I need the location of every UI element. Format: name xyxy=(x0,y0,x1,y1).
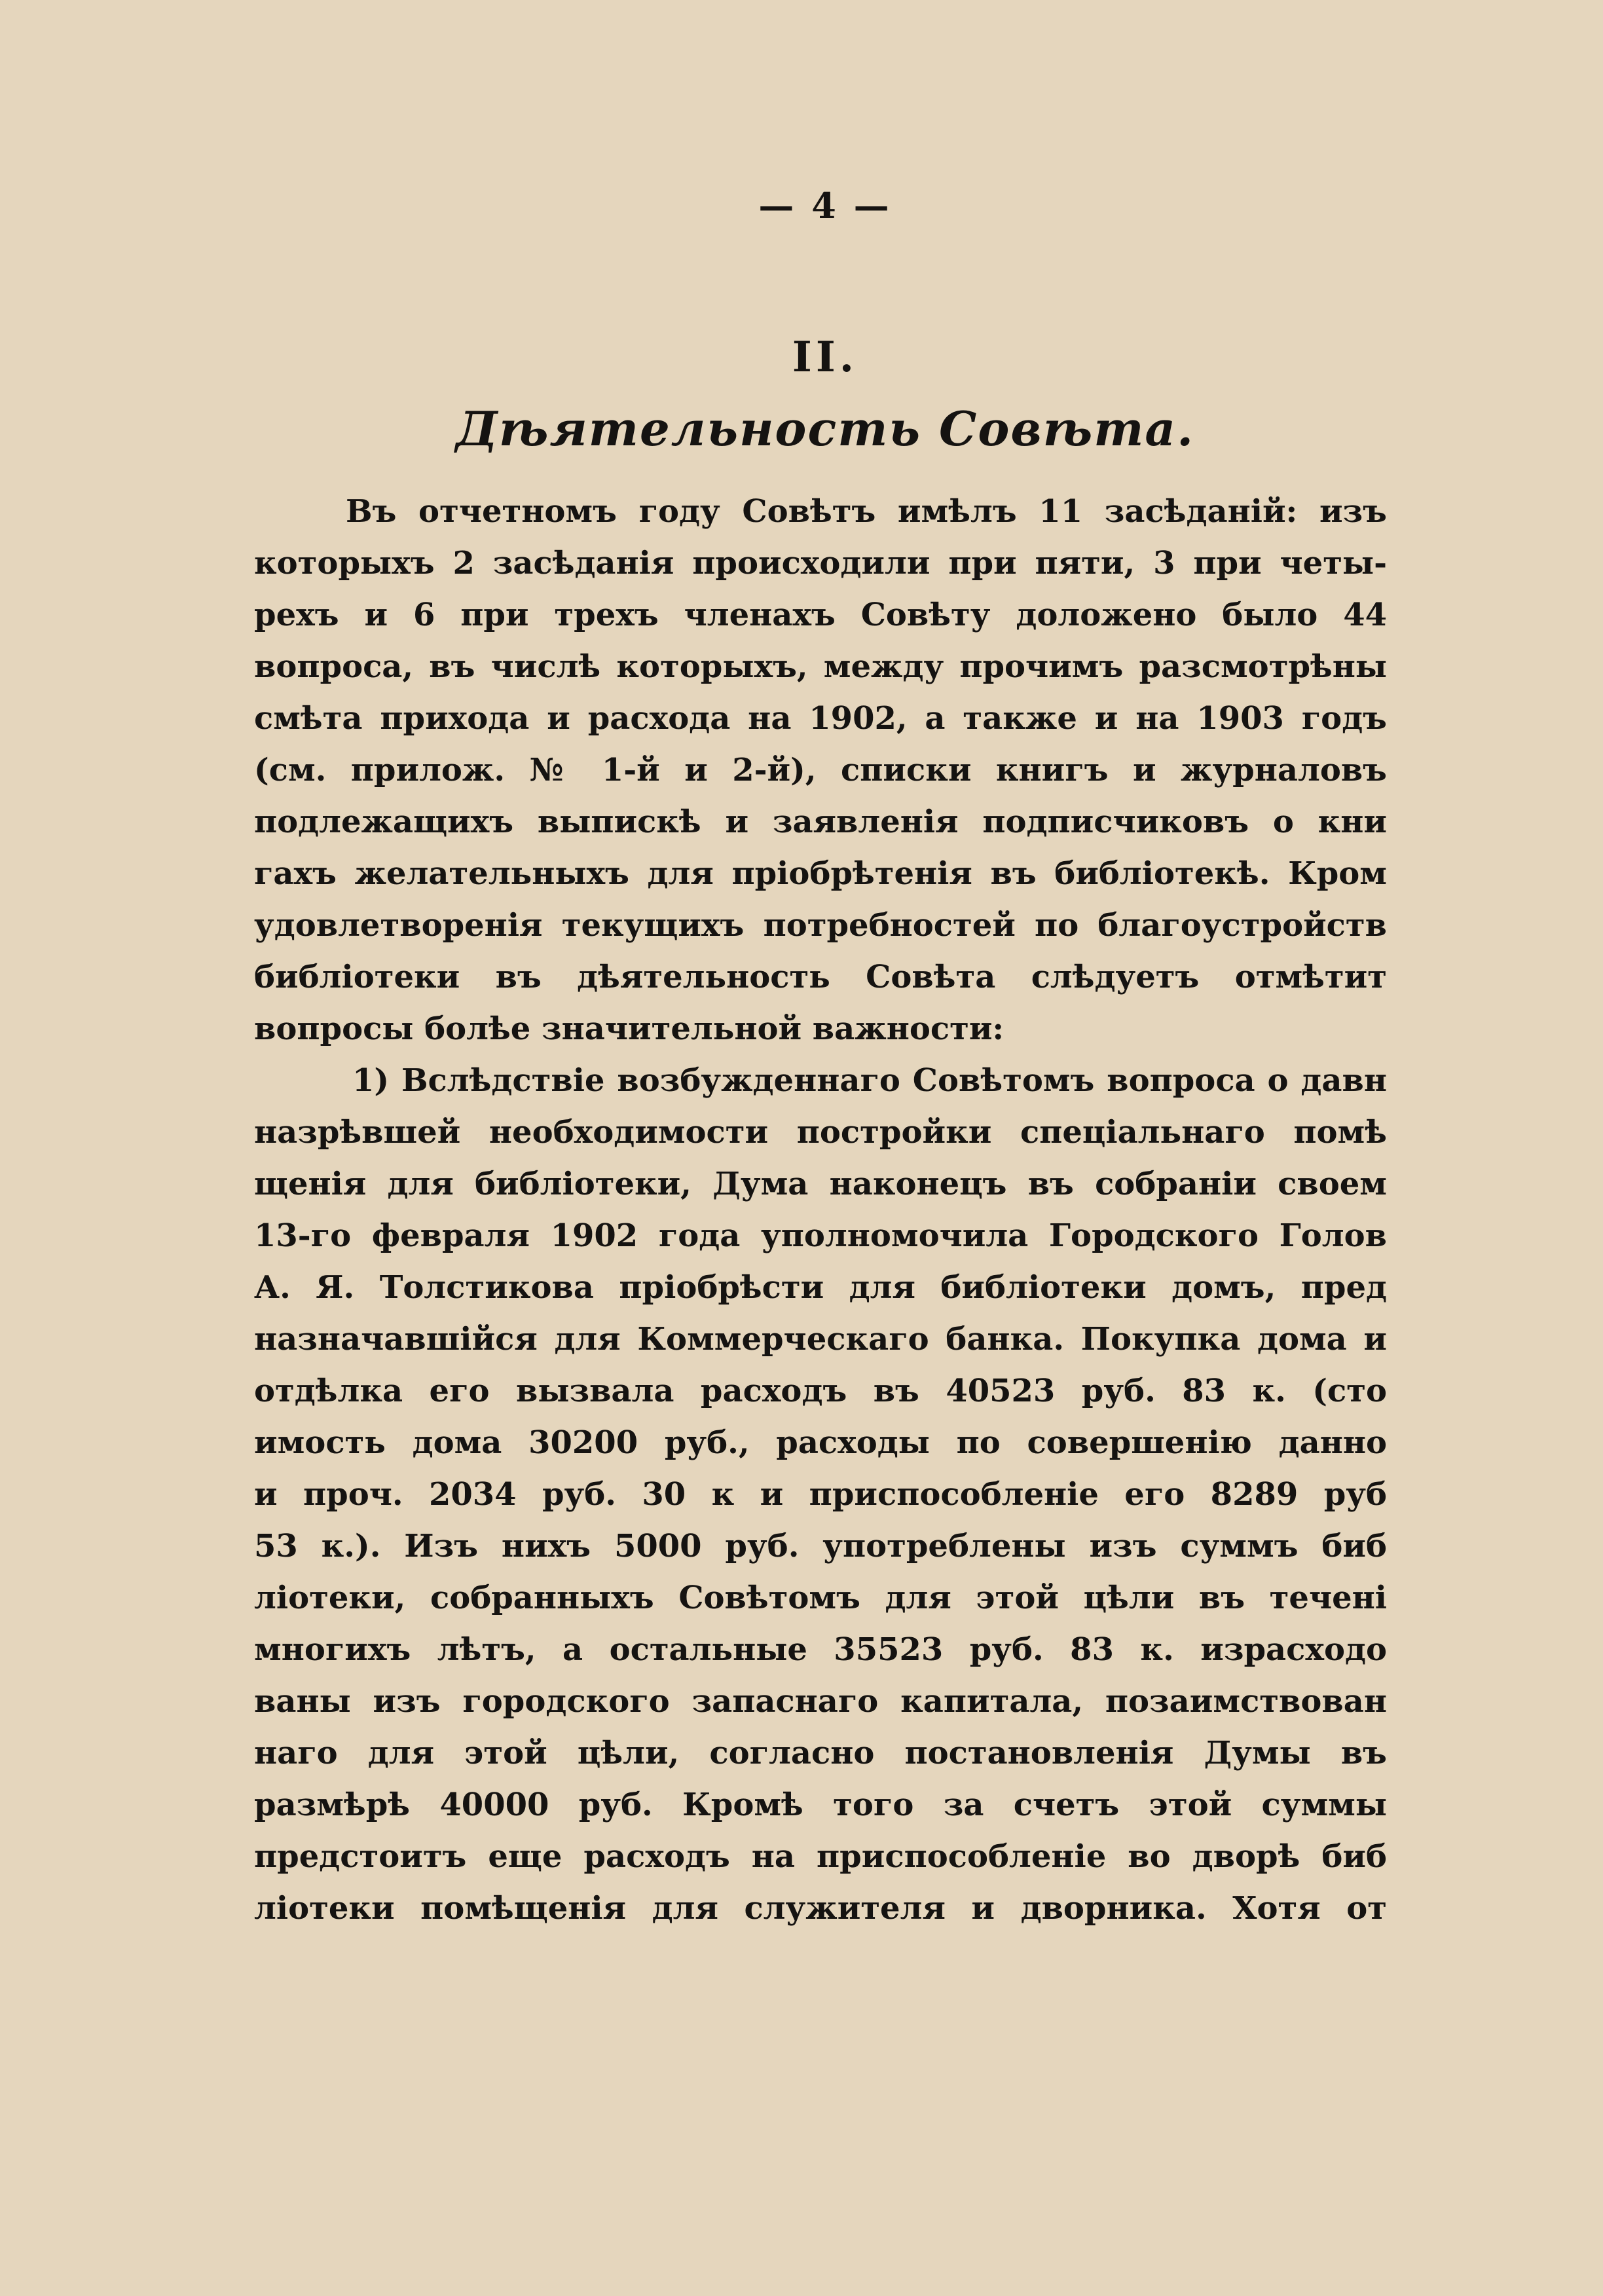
text-line: ліотеки помѣщенія для служителя и дворника. Хотя от xyxy=(254,1890,1387,1927)
text-line: щенія для библіотеки, Дума наконецъ въ собраніи своем xyxy=(254,1166,1387,1202)
text-line: наго для этой цѣли, согласно постановленія Думы въ xyxy=(254,1735,1387,1771)
text-line: вопросы болѣе значительной важности: xyxy=(254,1010,1004,1047)
text-line: назрѣвшей необходимости постройки спеціальнаго помѣ xyxy=(254,1114,1387,1151)
text-line: размѣрѣ 40000 руб. Кромѣ того за счетъ этой суммы xyxy=(254,1787,1387,1823)
text-line: которыхъ 2 засѣданія происходили при пяти, 3 при четы- xyxy=(254,545,1387,582)
text-line: имость дома 30200 руб., расходы по совершенію данно xyxy=(254,1424,1387,1461)
text-line: вопроса, въ числѣ которыхъ, между прочимъ разсмотрѣны xyxy=(254,648,1387,685)
text-line: ліотеки, собранныхъ Совѣтомъ для этой цѣли въ теченi xyxy=(254,1580,1387,1616)
text-line: и проч. 2034 руб. 30 к и приспособленіе его 8289 руб xyxy=(254,1476,1387,1513)
text-line: многихъ лѣтъ, а остальные 35523 руб. 83 к. израсходо xyxy=(254,1631,1387,1668)
text-line: удовлетворенія текущихъ потребностей по благоустройств xyxy=(254,907,1387,944)
text-line: 13-го февраля 1902 года уполномочила Городского Голов xyxy=(254,1217,1387,1254)
text-line: рехъ и 6 при трехъ членахъ Совѣту доложено было 44 xyxy=(254,597,1387,633)
text-line: библіотеки въ дѣятельность Совѣта слѣдуетъ отмѣтит xyxy=(254,959,1387,995)
text-line: отдѣлка его вызвала расходъ въ 40523 руб. 83 к. (сто xyxy=(254,1373,1387,1409)
text-line: смѣта прихода и расхода на 1902, а также и на 1903 годъ xyxy=(254,700,1387,737)
body-text xyxy=(254,486,1387,1935)
text-line: подлежащихъ выпискѣ и заявленія подписчиковъ о кни xyxy=(254,804,1387,840)
text-line: 53 к.). Изъ нихъ 5000 руб. употреблены изъ суммъ биб xyxy=(254,1528,1387,1565)
text-line: гахъ желательныхъ для пріобрѣтенія въ библіотекѣ. Кром xyxy=(254,855,1387,892)
text-line: предстоитъ еще расходъ на приспособленіе во дворѣ биб xyxy=(254,1838,1387,1875)
text-line: (см. прилож. № 1-й и 2-й), списки книгъ и журналовъ xyxy=(254,752,1387,788)
section-number: II. xyxy=(792,333,858,382)
text-line: А. Я. Толстикова пріобрѣсти для библіотеки домъ, пред xyxy=(254,1269,1387,1306)
text-line: ваны изъ городского запаснаго капитала, позаимствован xyxy=(254,1683,1387,1720)
text-line: Въ отчетномъ году Совѣтъ имѣлъ 11 засѣданій: изъ xyxy=(346,493,1387,530)
page-number: — 4 — xyxy=(758,185,892,227)
text-line: 1) Вслѣдствіе возбужденнаго Совѣтомъ вопроса о давн xyxy=(352,1062,1387,1099)
section-title: Дѣятельность Совѣта. xyxy=(455,401,1195,456)
text-line: назначавшійся для Коммерческаго банка. Покупка дома и xyxy=(254,1321,1387,1358)
